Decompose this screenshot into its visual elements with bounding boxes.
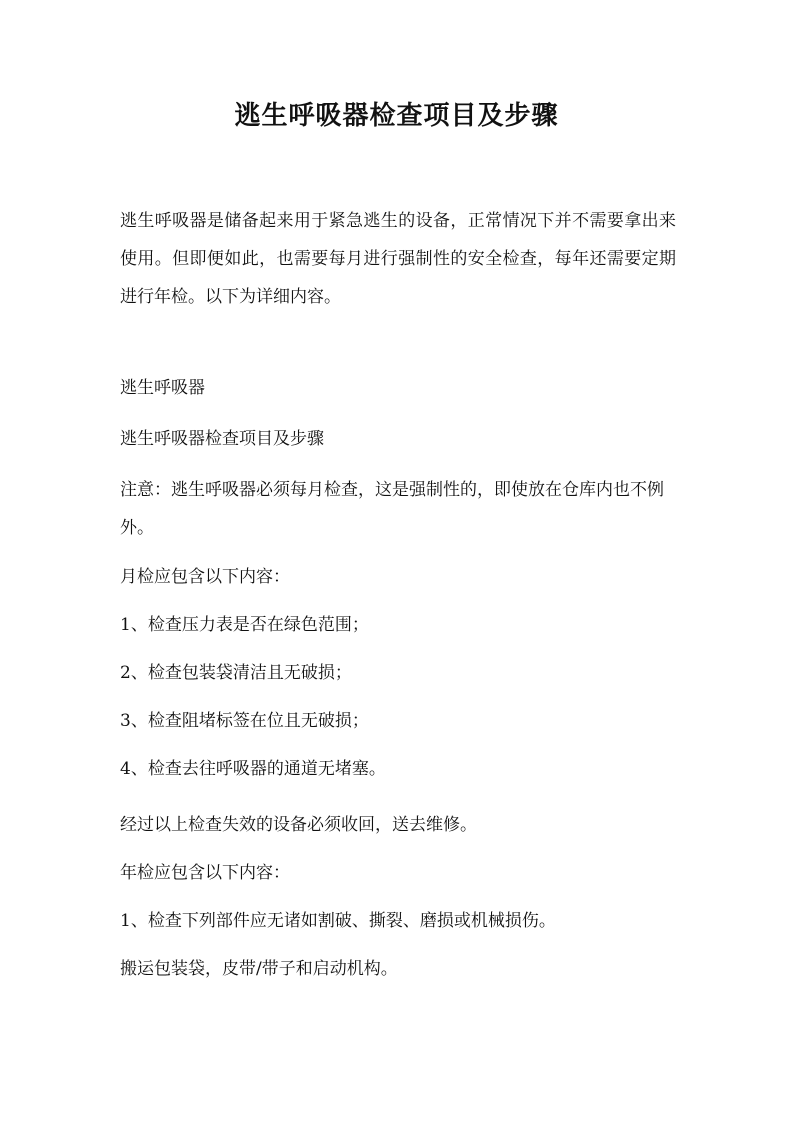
- list-item-monthly-1: 1、检查压力表是否在绿色范围；: [120, 615, 369, 635]
- paragraph-heading-device: 逃生呼吸器: [120, 378, 205, 398]
- list-item-monthly-2: 2、检查包装袋清洁且无破损；: [120, 663, 352, 683]
- paragraph-annual-parts: 搬运包装袋，皮带/带子和启动机构。: [120, 959, 398, 979]
- intro-paragraph: 逃生呼吸器是储备起来用于紧急逃生的设备，正常情况下并不需要拿出来使用。但即便如此，也需要每月进行强制性的安全检查，每年还需要定期进行年检。以下为详细内容。: [120, 211, 676, 307]
- paragraph-notice: 注意：逃生呼吸器必须每月检查，这是强制性的，即使放在仓库内也不例外。: [120, 480, 664, 538]
- paragraph-monthly-intro: 月检应包含以下内容：: [120, 567, 290, 587]
- list-item-monthly-3: 3、检查阻堵标签在位且无破损；: [120, 711, 369, 731]
- document-title: 逃生呼吸器检查项目及步骤: [234, 101, 559, 131]
- list-item-annual-1: 1、检查下列部件应无诸如割破、撕裂、磨损或机械损伤。: [120, 911, 556, 931]
- paragraph-annual-intro: 年检应包含以下内容：: [120, 863, 290, 883]
- paragraph-heading-steps: 逃生呼吸器检查项目及步骤: [120, 429, 324, 449]
- list-item-monthly-4: 4、检查去往呼吸器的通道无堵塞。: [120, 759, 386, 779]
- paragraph-failure-note: 经过以上检查失效的设备必须收回，送去维修。: [120, 815, 477, 835]
